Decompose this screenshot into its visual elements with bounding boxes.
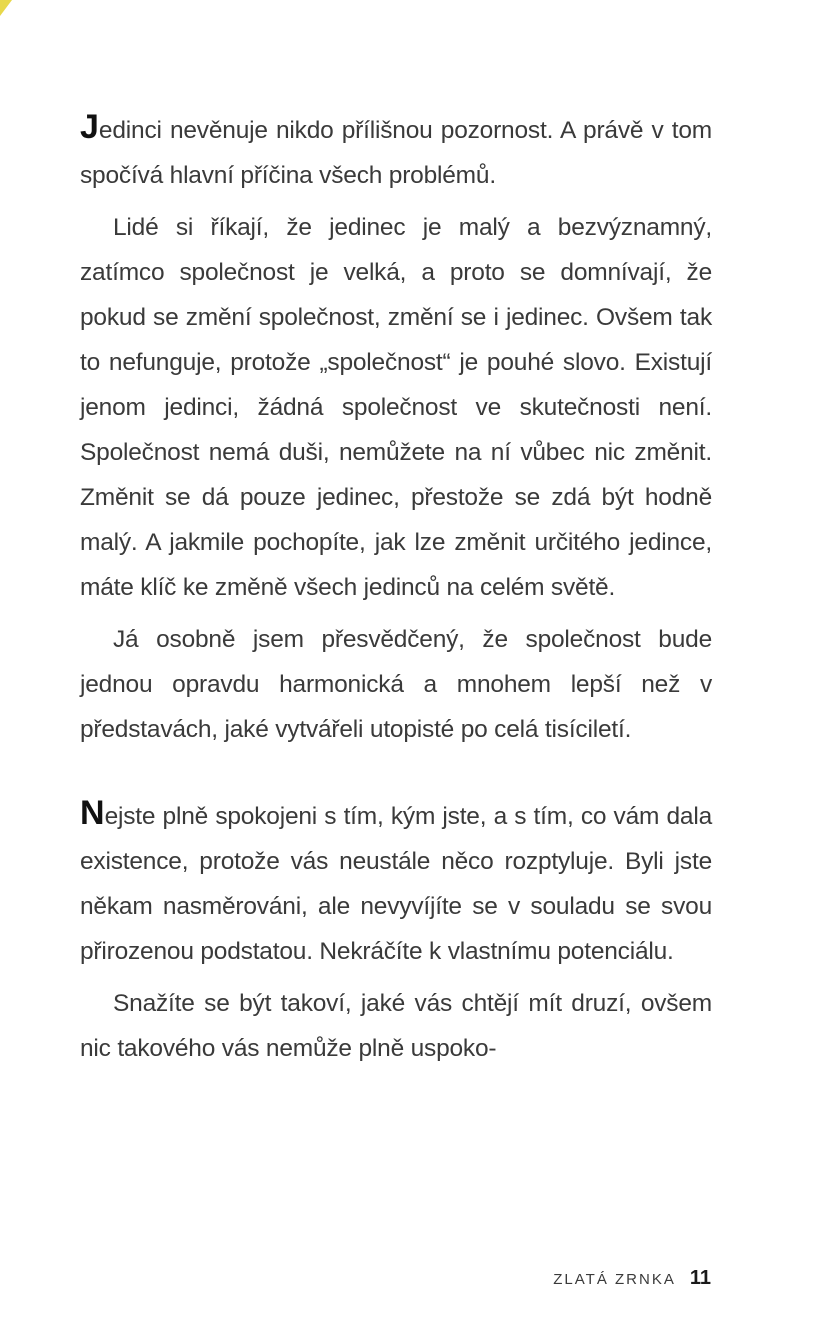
page-body xyxy=(80,108,712,1071)
paragraph: Já osobně jsem přesvědčený, že společnost bude jednou opravdu harmonická a mnohem lepší než v představách, jaké vytvářeli utopisté po celá tisíciletí. xyxy=(80,626,712,743)
corner-color-mark xyxy=(0,0,12,16)
page-number: 11 xyxy=(689,1267,711,1289)
paragraph xyxy=(80,794,712,974)
drop-cap: N xyxy=(80,794,105,832)
paragraph: Lidé si říkají, že jedinec je malý a bezvýznamný, zatímco společnost je velká, a proto se domnívají, že pokud se změní společnost, změní se i jedinec. Ovšem tak to nefunguje, protože „společnost“ je pouhé slovo. Existují jenom jedinci, žádná společnost ve skutečnosti není. Společnost nemá duši, nemůžete na ní vůbec nic změnit. Změnit se dá pouze jedinec, přestože se zdá být hodně malý. A jakmile pochopíte, jak lze změnit určitého jedince, máte klíč ke změně všech jedinců na celém světě. xyxy=(80,214,712,601)
paragraph-text: ejste plně spokojeni s tím, kým jste, a s tím, co vám dala existence, protože vás neustále něco rozptyluje. Byli jste někam nasměrováni, ale nevyvíjíte se v souladu se svou přirozenou podstatou. Nekráčíte k vlastnímu potenciálu. xyxy=(80,803,712,965)
running-title: ZLATÁ ZRNKA xyxy=(553,1271,676,1288)
paragraph xyxy=(80,108,712,198)
paragraph: Snažíte se být takoví, jaké vás chtějí mít druzí, ovšem nic takového vás nemůže plně uspoko- xyxy=(80,990,712,1062)
drop-cap: J xyxy=(80,108,99,146)
paragraph-text: edinci nevěnuje nikdo přílišnou pozornost. A právě v tom spočívá hlavní příčina všech problémů. xyxy=(80,117,712,189)
page-footer xyxy=(553,1267,711,1290)
